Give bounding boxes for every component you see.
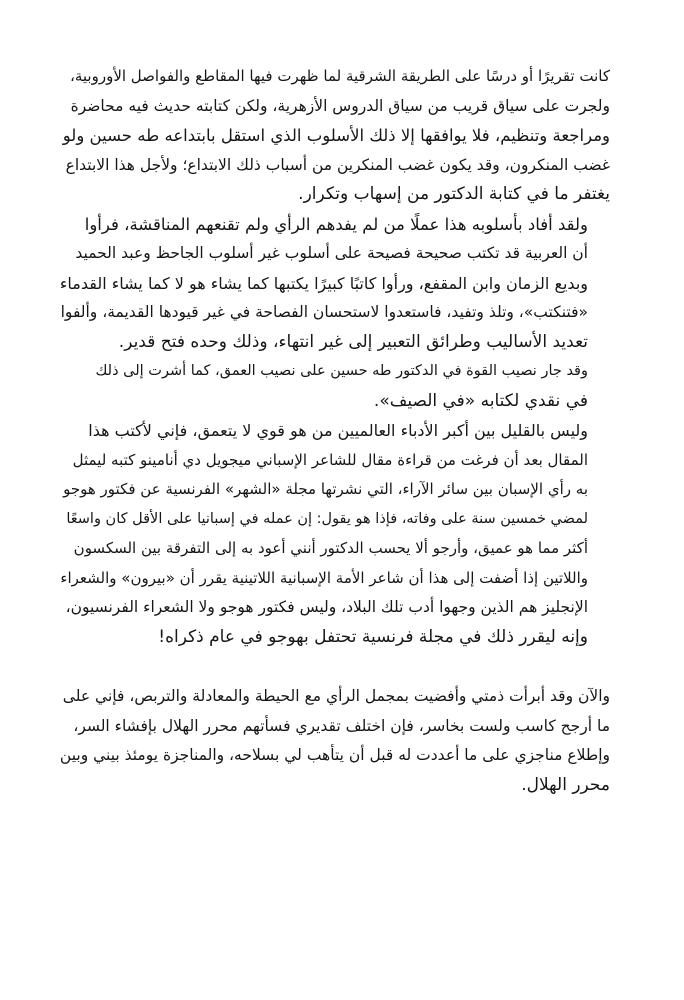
text-line: والآن وقد أبرأت ذمتي وأفضيت بمجمل الرأي مع الحيطة والمعادلة والتربص، فإني على: [62, 687, 610, 705]
text-line: في نقدي لكتابه «في الصيف».: [373, 390, 588, 411]
paragraph-3: [60, 357, 610, 416]
text-line: ما أرجح كاسب ولست بخاسر، فإن اختلف تقديري فسأتهم محرر الهلال بإفشاء السر،: [73, 716, 610, 735]
text-line: أكثر مما هو عميق، وأرجو ألا يحسب الدكتور أنني أعود به إلى التفرقة بين السكسون: [73, 539, 588, 557]
text-line: وقد جار نصيب القوة في الدكتور طه حسين على نصيب العمق، كما أشرت إلى ذلك: [95, 363, 588, 379]
text-line: يغتفر ما في كتابة الدكتور من إسهاب وتكرار.: [298, 184, 610, 204]
text-line: وإنه ليقرر ذلك في مجلة فرنسية تحتفل بهوجو في عام ذكراه!: [158, 626, 588, 647]
text-line: لمضي خمسين سنة على وفاته، فإذا هو يقول: إن عمله في إسبانيا على الأقل كان واسعًا: [66, 510, 588, 527]
text-line: المقال بعد أن فرغت من قراءة مقال للشاعر الإسباني ميجويل دي أنامينو كتبه ليمثل: [72, 450, 588, 469]
text-line: ومراجعة وتنظيم، فلا يوافقها إلا ذلك الأسلوب الذي استقل بابتداعه طه حسين ولو: [62, 126, 610, 145]
text-line: واللاتين إذا أضفت إلى هذا أن شاعر الأمة الإسبانية اللاتينية يقرر أن «بيرون» والشعراء: [60, 568, 588, 587]
paragraph-1: [60, 62, 610, 210]
text-line: محرر الهلال.: [521, 774, 610, 795]
text-line: غضب المنكرون، وقد يكون غضب المنكرين من أسباب ذلك الابتداع؛ ولأجل هذا الابتداع: [65, 155, 610, 174]
text-line: به رأي الإسبان بين سائر الآراء، التي نشرتها مجلة «الشهر» الفرنسية عن فكتور هوجو: [63, 480, 588, 498]
paragraph-5: [60, 682, 610, 800]
text-line: «فتنكتب»، وتلذ وتفيد، فاستعدوا لاستحسان الفصاحة في غير قيودها القديمة، وألفوا: [60, 303, 588, 321]
text-line: الإنجليز هم الذين وجهوا أدب تلك البلاد، وليس فكتور هوجو ولا الشعراء الفرنسيون،: [65, 598, 588, 616]
paragraph-2: [60, 210, 610, 358]
text-line: ولجرت على سياق قريب من سياق الدروس الأزهرية، ولكن كتابته حديث فيه محاضرة: [70, 96, 610, 115]
text-line: تعديد الأساليب وطرائق التعبير إلى غير انتهاء، وذلك وحده فتح قدير.: [118, 331, 588, 352]
text-line: وليس بالقليل بين أكبر الأدباء العالميين من هو قوي لا يتعمق، فإني لأكتب هذا: [88, 421, 588, 440]
paragraph-4: [60, 416, 610, 652]
text-line: وإطلاع مناجزي على ما أعددت له قبل أن يتأهب لي بسلاحه، والمناجزة يومئذ بيني وبين: [59, 746, 610, 764]
text-line: ولقد أفاد بأسلوبه هذا عملًا من لم يفدهم الرأي ولم تقنعهم المناقشة، فرأوا: [84, 214, 588, 234]
text-line: أن العربية قد تكتب صحيحة فصيحة على أسلوب غير أسلوب الجاحظ وعبد الحميد: [75, 244, 588, 262]
paragraph-spacer: [60, 652, 610, 682]
text-line: وبديع الزمان وابن المقفع، ورأوا كاتبًا كبيرًا يكتبها كما يشاء هو لا كما يشاء القدماء: [59, 273, 588, 293]
text-line: كانت تقريرًا أو درسًا على الطريقة الشرقية لما ظهرت فيها المقاطع والفواصل الأوروبية،: [70, 67, 610, 85]
